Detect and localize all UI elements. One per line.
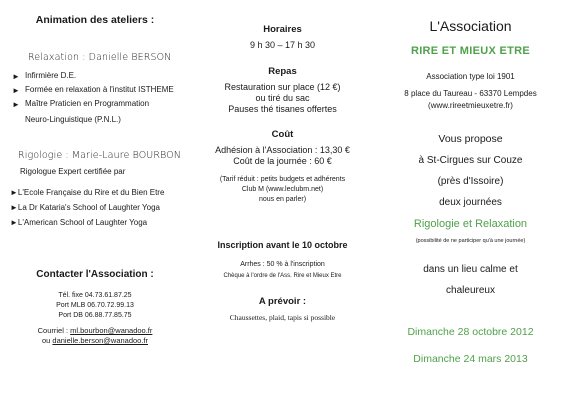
email-line-2	[0, 336, 190, 345]
phone-line: Port MLB 06.70.72.99.13	[56, 302, 134, 309]
lieu-line: dans un lieu calme et	[423, 264, 518, 275]
rigologie-item: ►L'American School of Laughter Yoga	[10, 218, 148, 227]
tarif-line: Club M (www.leclubm.net)	[241, 186, 324, 193]
email-link-2[interactable]: danielle.berson@wanadoo.fr	[52, 336, 149, 345]
inscription-title: Inscription avant le 10 octobre	[217, 240, 348, 250]
propose-line: Vous propose	[438, 133, 503, 145]
repas-line: Pauses thé tisanes offertes	[228, 104, 337, 114]
bullet-icon: ►	[12, 72, 20, 81]
rigologie-item: ►L'Ecole Française du Rire et du Bien Etre	[10, 188, 165, 197]
bullet-icon: ►	[12, 86, 20, 95]
bullet-icon: ►	[12, 100, 20, 109]
repas-title: Repas	[268, 66, 297, 77]
ou-label: ou	[41, 336, 51, 345]
relaxation-item: Maître Praticien en Programmation	[25, 99, 150, 108]
cheque-text: Chèque à l'ordre de l'Ass. Rire et Mieux Etre	[223, 273, 342, 279]
propose-line: à St-Cirgues sur Couze	[418, 155, 523, 166]
rigologie-subtitle: Rigologue Expert certifiée par	[20, 167, 126, 176]
cout-title: Coût	[271, 129, 294, 140]
association-name: RIRE ET MIEUX ETRE	[410, 45, 531, 57]
theme-title: Rigologie et Relaxation	[413, 218, 528, 230]
relaxation-item: Infirmière D.E.	[25, 71, 77, 80]
participation-note: (possibilité de ne participer qu'à une journée)	[415, 238, 526, 244]
email-line-1	[0, 326, 190, 335]
association-website: (www.rireetmieuxetre.fr)	[428, 101, 513, 110]
tarif-line: (Tarif réduit : petits budgets et adhérents	[219, 176, 346, 183]
tarif-line: nous en parler)	[258, 196, 307, 203]
prevoir-title: A prévoir :	[258, 296, 307, 307]
rigologie-title: Rigologie : Marie-Laure BOURBON	[18, 150, 181, 161]
relaxation-title: Relaxation : Danielle BERSON	[28, 52, 172, 63]
repas-line: ou tiré du sac	[255, 93, 310, 103]
left-panel	[0, 0, 190, 400]
relaxation-item: Neuro-Linguistique (P.N.L.)	[25, 115, 121, 124]
animation-heading: Animation des ateliers :	[35, 14, 155, 26]
propose-line: (près d'Issoire)	[437, 176, 504, 187]
phone-line: Tél. fixe 04.73.61.87.25	[58, 292, 132, 299]
relaxation-item: Formée en relaxation à l'institut ISTHEME	[25, 85, 174, 94]
courriel-label: Courriel :	[37, 326, 69, 335]
middle-panel	[190, 0, 375, 400]
contact-heading: Contacter l'Association :	[36, 269, 154, 280]
prevoir-text: Chaussettes, plaid, tapis si possible	[229, 313, 336, 322]
horaires-title: Horaires	[263, 24, 302, 35]
cout-line: Adhésion à l'Association : 13,30 €	[215, 145, 350, 155]
right-panel	[375, 0, 566, 400]
horaires-text: 9 h 30 – 17 h 30	[249, 40, 316, 50]
rigologie-item: ►La Dr Kataria's School of Laughter Yoga	[10, 203, 160, 212]
date-1: Dimanche 28 octobre 2012	[407, 326, 534, 338]
arrhes-text: Arrhes : 50 % à l'inscription	[240, 261, 325, 268]
propose-line: deux journées	[439, 197, 502, 208]
cout-line: Coût de la journée : 60 €	[233, 156, 332, 166]
association-type: Association type loi 1901	[426, 72, 515, 81]
lassociation-title: L'Association	[429, 18, 512, 34]
date-2: Dimanche 24 mars 2013	[413, 353, 528, 365]
phone-line: Port DB 06.88.77.85.75	[58, 312, 132, 319]
repas-line: Restauration sur place (12 €)	[224, 82, 341, 92]
association-address: 8 place du Taureau - 63370 Lempdes	[404, 89, 537, 98]
email-link-1[interactable]: ml.bourbon@wanadoo.fr	[70, 326, 153, 335]
lieu-line: chaleureux	[446, 285, 495, 296]
